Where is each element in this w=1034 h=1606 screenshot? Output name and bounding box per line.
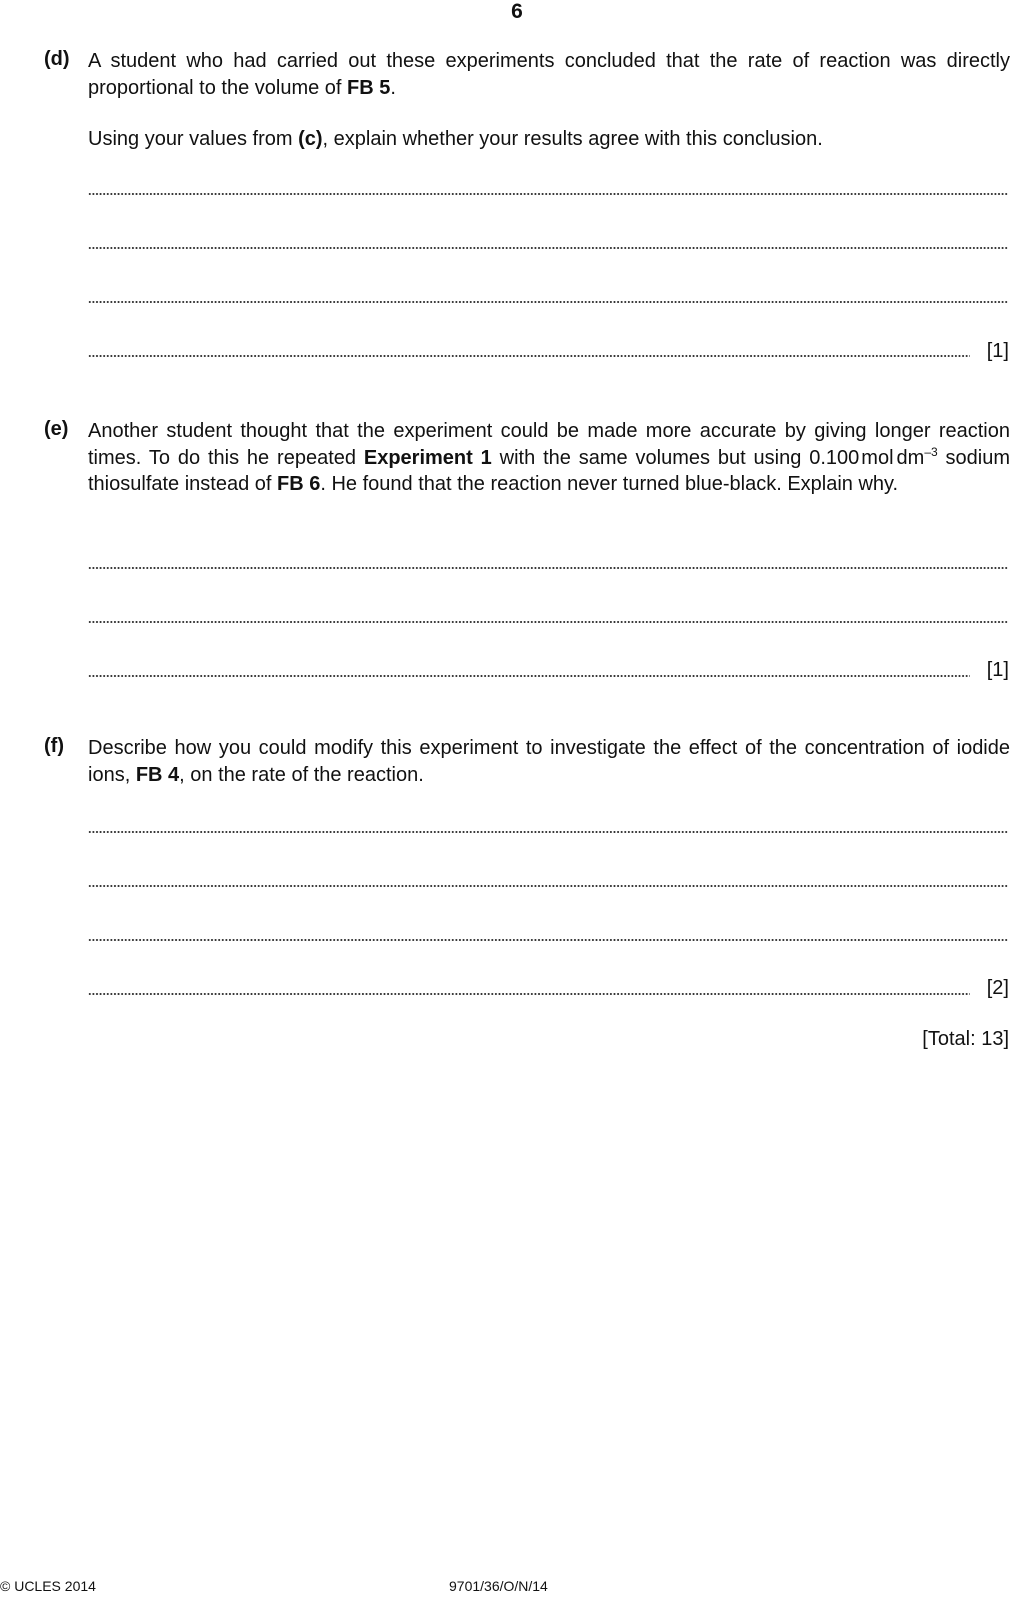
- question-label-e: (e): [44, 418, 69, 440]
- answer-line[interactable]: [88, 827, 1008, 837]
- answer-line[interactable]: [88, 617, 1008, 627]
- question-d-instruction: Using your values from (c), explain whether your results agree with this conclusion.: [88, 128, 823, 150]
- question-label-d: (d): [44, 48, 70, 70]
- answer-line[interactable]: [88, 881, 1008, 891]
- question-f-text: Describe how you could modify this experiment to investigate the effect of the concentration of iodide ions, FB 4, on the rate of the reaction.: [88, 737, 1010, 786]
- question-label-f: (f): [44, 735, 64, 757]
- answer-line[interactable]: [88, 243, 1008, 253]
- answer-line[interactable]: [88, 989, 970, 999]
- footer-paper-code: 9701/36/O/N/14: [449, 1578, 548, 1594]
- mark-allocation: [2]: [986, 977, 1009, 999]
- answer-line[interactable]: [88, 351, 970, 361]
- answer-line[interactable]: [88, 563, 1008, 573]
- answer-line[interactable]: [88, 189, 1008, 199]
- total-marks: [Total: 13]: [922, 1028, 1009, 1050]
- mark-allocation: [1]: [986, 340, 1009, 362]
- mark-allocation: [1]: [986, 659, 1009, 681]
- footer-copyright: © UCLES 2014: [0, 1578, 96, 1594]
- question-d-text: A student who had carried out these experiments concluded that the rate of reaction was directly proportional to the volume of FB 5.: [88, 50, 1010, 99]
- answer-line[interactable]: [88, 671, 970, 681]
- question-e-text: Another student thought that the experiment could be made more accurate by giving longer reaction times. To do this he repeated Experiment 1 with the same volumes but using 0.100 mol $dm^{-3}$ sodium thiosulfate instead of FB 6. He found that the reaction never turned blue-black. Explain why.: [88, 420, 1011, 495]
- answer-line[interactable]: [88, 297, 1008, 307]
- page-number: 6: [511, 0, 523, 23]
- answer-line[interactable]: [88, 935, 1008, 945]
